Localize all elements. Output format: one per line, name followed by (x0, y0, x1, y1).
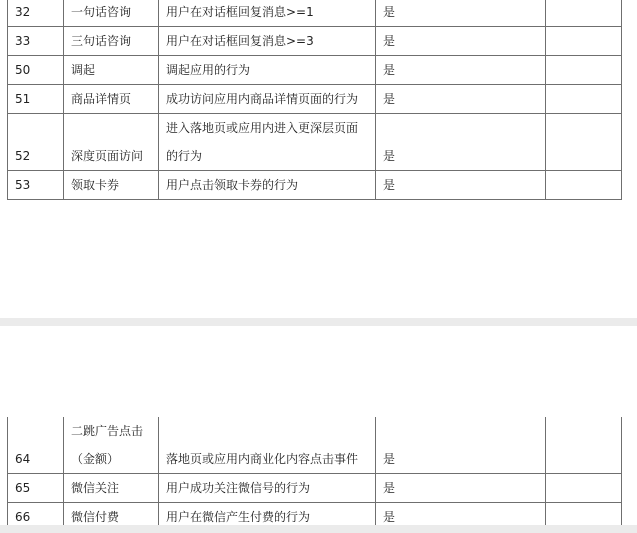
cell-flag: 是 (376, 417, 546, 474)
document-page-2 (0, 326, 637, 533)
cell-name (64, 417, 159, 474)
table-row (8, 0, 622, 27)
cell-name: 商品详情页 (64, 85, 159, 114)
cell-name: 一句话咨询 (64, 0, 159, 27)
table-row (8, 56, 622, 85)
cell-extra (546, 85, 622, 114)
cell-name: 深度页面访问 (64, 114, 159, 171)
table-row (8, 85, 622, 114)
cell-desc-line-1: 进入落地页或应用内进入更深层页面 (166, 121, 359, 135)
cell-name: 微信关注 (64, 474, 159, 503)
cell-desc: 成功访问应用内商品详情页面的行为 (159, 85, 376, 114)
cell-extra (546, 56, 622, 85)
table-row (8, 171, 622, 200)
cell-name-line-1: 二跳广告点击 (71, 424, 144, 438)
table-row (8, 114, 622, 171)
cell-name: 三句话咨询 (64, 27, 159, 56)
cell-name: 微信付费 (64, 503, 159, 532)
event-table-page-2 (7, 417, 622, 532)
cell-id: 51 (8, 85, 64, 114)
cell-desc: 用户点击领取卡券的行为 (159, 171, 376, 200)
cell-extra (546, 171, 622, 200)
cell-desc: 调起应用的行为 (159, 56, 376, 85)
cell-flag: 是 (376, 0, 546, 27)
cell-desc (159, 114, 376, 171)
cell-id: 53 (8, 171, 64, 200)
event-table-page-1 (7, 0, 622, 200)
page-separator-bottom (0, 525, 637, 533)
page-separator (0, 318, 637, 326)
cell-flag: 是 (376, 27, 546, 56)
cell-id: 65 (8, 474, 64, 503)
cell-id: 52 (8, 114, 64, 171)
cell-desc: 落地页或应用内商业化内容点击事件 (159, 417, 376, 474)
cell-id: 32 (8, 0, 64, 27)
cell-id: 64 (8, 417, 64, 474)
cell-desc-line-2: 的行为 (166, 149, 203, 163)
cell-name: 领取卡券 (64, 171, 159, 200)
table-row (8, 27, 622, 56)
cell-desc: 用户在微信产生付费的行为 (159, 503, 376, 532)
cell-extra (546, 27, 622, 56)
cell-extra (546, 0, 622, 27)
cell-flag: 是 (376, 114, 546, 171)
cell-id: 50 (8, 56, 64, 85)
cell-name-line-2: （金额） (71, 452, 120, 466)
cell-extra (546, 114, 622, 171)
table-row (8, 417, 622, 474)
cell-id: 33 (8, 27, 64, 56)
cell-flag: 是 (376, 171, 546, 200)
cell-flag: 是 (376, 503, 546, 532)
cell-desc: 用户在对话框回复消息>=1 (159, 0, 376, 27)
cell-name: 调起 (64, 56, 159, 85)
cell-flag: 是 (376, 56, 546, 85)
cell-desc: 用户在对话框回复消息>=3 (159, 27, 376, 56)
table-row (8, 474, 622, 503)
cell-id: 66 (8, 503, 64, 532)
cell-flag: 是 (376, 474, 546, 503)
cell-extra (546, 474, 622, 503)
cell-flag: 是 (376, 85, 546, 114)
cell-desc: 用户成功关注微信号的行为 (159, 474, 376, 503)
cell-extra (546, 417, 622, 474)
